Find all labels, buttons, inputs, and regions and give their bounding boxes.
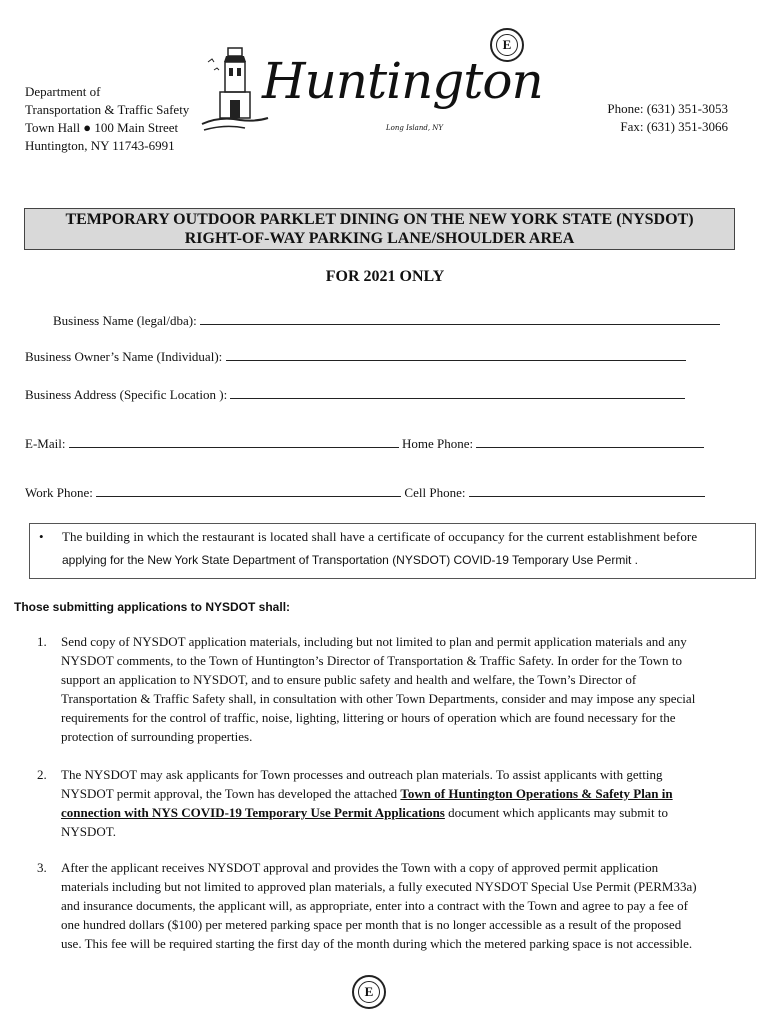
department-address bbox=[25, 83, 189, 155]
list-item-2 bbox=[37, 765, 737, 841]
dept-line: Huntington, NY 11743-6991 bbox=[25, 138, 175, 153]
item-number: 2. bbox=[37, 767, 47, 782]
operations-plan-link[interactable]: Town of Huntington Operations & Safety Plan in bbox=[400, 786, 673, 801]
cell-phone-line[interactable] bbox=[469, 485, 705, 497]
item-line: one hundred dollars ($100) per metered parking space per month that is no longer accessible as a result of the proposed bbox=[61, 917, 682, 932]
address-line[interactable] bbox=[230, 387, 685, 399]
item-line: use. This fee will be required starting the first day of the month during which the metered parking space is not accessible. bbox=[61, 936, 693, 951]
item-line: NYSDOT. bbox=[61, 824, 117, 839]
item-line: and insurance documents, the applicant will, as appropriate, enter into a contract with the Town and agree to pay a fee of bbox=[61, 898, 688, 913]
owner-name-line[interactable] bbox=[226, 349, 686, 361]
home-phone-line[interactable] bbox=[476, 436, 704, 448]
item-line: Send copy of NYSDOT application materials, including but not limited to plan and permit application materials and any bbox=[61, 634, 687, 649]
item-line: Transportation & Traffic Safety shall, in consultation with other Town Departments, consider and may impose any special bbox=[61, 691, 696, 706]
occupancy-notice-box bbox=[29, 523, 756, 579]
dept-line: Department of bbox=[25, 84, 101, 99]
bullet-icon: • bbox=[39, 529, 44, 544]
item-number: 3. bbox=[37, 860, 47, 875]
email-field[interactable] bbox=[25, 436, 704, 452]
work-phone-field[interactable] bbox=[25, 485, 705, 501]
work-phone-label: Work Phone: bbox=[25, 485, 93, 500]
email-line[interactable] bbox=[69, 436, 399, 448]
item-line: materials including but not limited to approved plan materials, a fully executed NYSDOT Special Use Permit (PERM33a) bbox=[61, 879, 697, 894]
dept-line: Transportation & Traffic Safety bbox=[25, 102, 190, 117]
item-line: support an application to NYSDOT, and to ensure public safety and health and welfare, the Town’s Director of bbox=[61, 672, 637, 687]
item-line: requirements for the control of traffic, noise, lighting, littering or hours of operation which are found necessary for the bbox=[61, 710, 676, 725]
lighthouse-logo-icon bbox=[200, 40, 270, 140]
address-field[interactable] bbox=[25, 387, 685, 403]
dept-line: Town Hall ● 100 Main Street bbox=[25, 120, 179, 135]
item-text: NYSDOT permit approval, the Town has developed the attached bbox=[61, 786, 401, 801]
address-label: Business Address (Specific Location ): bbox=[25, 387, 228, 402]
cell-phone-label: Cell Phone: bbox=[404, 485, 466, 500]
list-item-3 bbox=[37, 858, 737, 953]
home-phone-label: Home Phone: bbox=[401, 436, 474, 451]
contact-info bbox=[607, 100, 728, 136]
email-label: E-Mail: bbox=[25, 436, 66, 451]
title-line-1: TEMPORARY OUTDOOR PARKLET DINING ON THE NEW YORK STATE (NYSDOT) bbox=[65, 211, 694, 228]
owner-name-field[interactable] bbox=[25, 349, 686, 365]
item-text: document which applicants may submit to bbox=[444, 805, 668, 820]
business-name-label: Business Name (legal/dba): bbox=[53, 313, 197, 328]
document-subtitle: FOR 2021 ONLY bbox=[325, 268, 445, 285]
section-heading: Those submitting applications to NYSDOT shall: bbox=[14, 600, 291, 614]
owner-name-label: Business Owner’s Name (Individual): bbox=[25, 349, 223, 364]
town-seal-bottom bbox=[352, 975, 386, 1009]
business-name-field[interactable] bbox=[53, 313, 720, 329]
fax-number: Fax: (631) 351-3066 bbox=[620, 119, 728, 134]
work-phone-line[interactable] bbox=[96, 485, 401, 497]
notice-line-2: applying for the New York State Department of Transportation (NYSDOT) COVID-19 Temporary Use Permit . bbox=[62, 553, 639, 567]
item-line bbox=[61, 803, 737, 822]
phone-number: Phone: (631) 351-3053 bbox=[607, 101, 728, 116]
title-line-2: RIGHT-OF-WAY PARKING LANE/SHOULDER AREA bbox=[184, 230, 575, 247]
seal-letter: E bbox=[496, 34, 518, 56]
business-name-line[interactable] bbox=[200, 313, 720, 325]
item-number: 1. bbox=[37, 634, 47, 649]
seal-letter: E bbox=[358, 981, 380, 1003]
list-item-1 bbox=[37, 632, 737, 746]
item-line bbox=[61, 784, 737, 803]
operations-plan-link-cont[interactable]: connection with NYS COVID-19 Temporary Use Permit Applications bbox=[61, 805, 445, 820]
item-line: After the applicant receives NYSDOT approval and provides the Town with a copy of approved permit application bbox=[61, 860, 659, 875]
document-title-box bbox=[24, 208, 735, 250]
item-line: The NYSDOT may ask applicants for Town processes and outreach plan materials. To assist applicants with getting bbox=[61, 767, 663, 782]
item-line: NYSDOT comments, to the Town of Huntington’s Director of Transportation & Traffic Safety. In order for the Town to bbox=[61, 653, 683, 668]
logo-wordmark: Huntington bbox=[262, 52, 543, 110]
notice-line-1: The building in which the restaurant is located shall have a certificate of occupancy for the current establishment before bbox=[62, 529, 698, 544]
item-line: protection of surrounding properties. bbox=[61, 729, 253, 744]
logo-subtitle: Long Island, NY bbox=[386, 124, 444, 132]
